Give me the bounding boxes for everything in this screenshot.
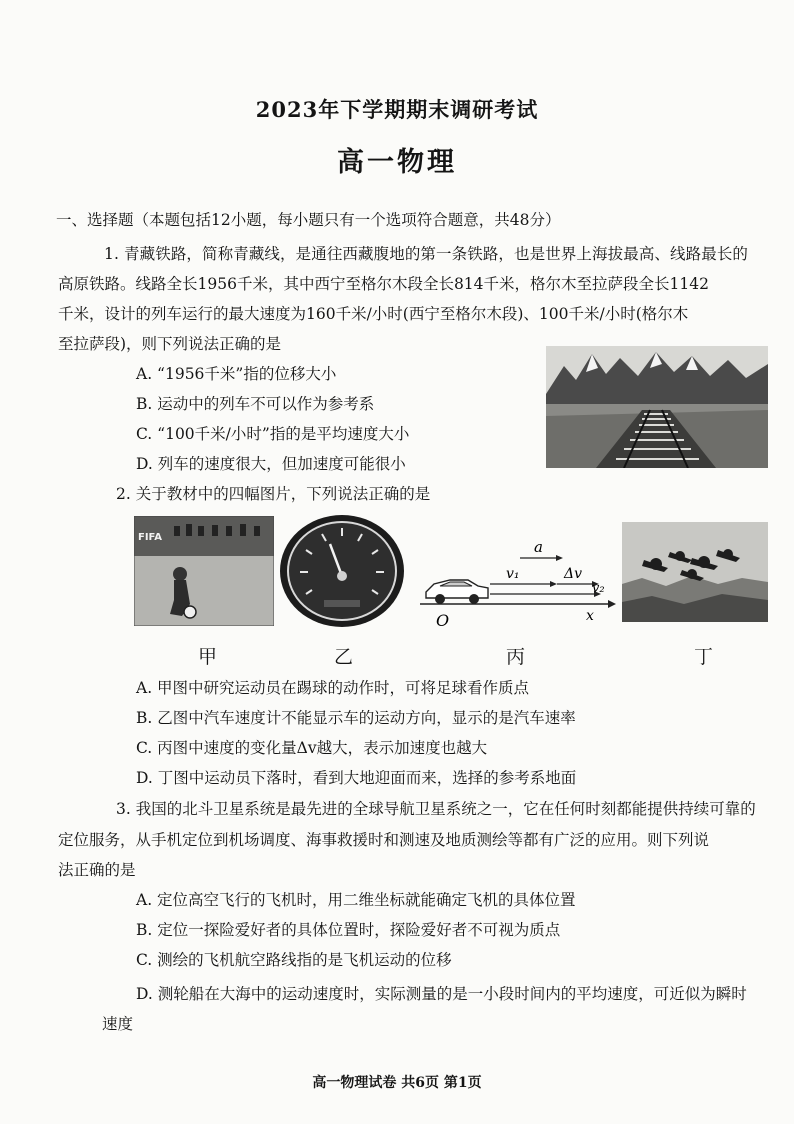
figure-yi-speedometer	[278, 514, 406, 628]
q1-line-4: 至拉萨段)，则下列说法正确的是	[58, 335, 282, 353]
q3-line-1: 3. 我国的北斗卫星系统是最先进的全球导航卫星系统之一，它在任何时刻都能提供持续可靠的	[116, 800, 756, 818]
label-x: x	[586, 608, 594, 624]
exam-title: 2023年下学期期末调研考试	[255, 97, 539, 122]
fifa-board-text: FIFA	[138, 532, 162, 543]
q1-option-b: B. 运动中的列车不可以作为参考系	[136, 395, 375, 413]
label-v2: v₂	[592, 581, 605, 596]
label-a: a	[534, 538, 543, 556]
figure-jia-football	[134, 516, 274, 626]
fig-label-jia: 甲	[198, 646, 218, 668]
fig-label-bing: 丙	[506, 646, 526, 668]
q2-option-b: B. 乙图中汽车速度计不能显示车的运动方向，显示的是汽车速率	[136, 709, 576, 727]
q2-option-c: C. 丙图中速度的变化量Δv越大，表示加速度也越大	[136, 739, 488, 757]
q1-line-3: 千米，设计的列车运行的最大速度为160千米/小时(西宁至格尔木段)、100千米/小时(格尔木	[58, 305, 689, 323]
q1-line-2: 高原铁路。线路全长1956千米，其中西宁至格尔木段全长814千米，格尔木至拉萨段全长1142	[58, 275, 709, 293]
page-footer: 高一物理试卷 共6页 第1页	[312, 1075, 482, 1091]
q1-option-a: A. “1956千米”指的位移大小	[136, 365, 337, 383]
q3-option-d: D. 测轮船在大海中的运动速度时，实际测量的是一小段时间内的平均速度，可近似为瞬时	[136, 985, 747, 1003]
section-heading: 一、选择题（本题包括12小题，每小题只有一个选项符合题意，共48分）	[56, 211, 561, 229]
figure-ding-skydivers	[622, 522, 768, 622]
railway-photo	[546, 346, 768, 468]
q2-option-d: D. 丁图中运动员下落时，看到大地迎面而来，选择的参考系地面	[136, 769, 577, 787]
q1-line-1: 1. 青藏铁路，简称青藏线，是通往西藏腹地的第一条铁路，也是世界上海拔最高、线路最长的	[104, 245, 749, 263]
figure-bing-velocity-diagram	[420, 538, 616, 630]
fig-label-ding: 丁	[694, 646, 714, 668]
subject-title: 高一物理	[337, 147, 457, 178]
q3-option-c: C. 测绘的飞机航空路线指的是飞机运动的位移	[136, 951, 452, 969]
q3-line-3: 法正确的是	[58, 861, 136, 879]
q3-line-2: 定位服务，从手机定位到机场调度、海事救援时和测速及地质测绘等都有广泛的应用。则下列说	[58, 831, 710, 849]
label-origin: O	[436, 611, 450, 630]
q2-option-a: A. 甲图中研究运动员在踢球的动作时，可将足球看作质点	[136, 679, 530, 697]
q1-option-d: D. 列车的速度很大，但加速度可能很小	[136, 455, 406, 473]
q1-option-c: C. “100千米/小时”指的是平均速度大小	[136, 425, 410, 443]
q2-stem: 2. 关于教材中的四幅图片，下列说法正确的是	[116, 485, 431, 503]
q3-option-a: A. 定位高空飞行的飞机时，用二维坐标就能确定飞机的具体位置	[136, 891, 576, 909]
q3-option-b: B. 定位一探险爱好者的具体位置时，探险爱好者不可视为质点	[136, 921, 561, 939]
fig-label-yi: 乙	[334, 646, 354, 668]
label-delta-v: Δv	[564, 566, 583, 582]
q3-option-d-continued: 速度	[102, 1015, 134, 1033]
label-v1: v₁	[506, 566, 520, 582]
